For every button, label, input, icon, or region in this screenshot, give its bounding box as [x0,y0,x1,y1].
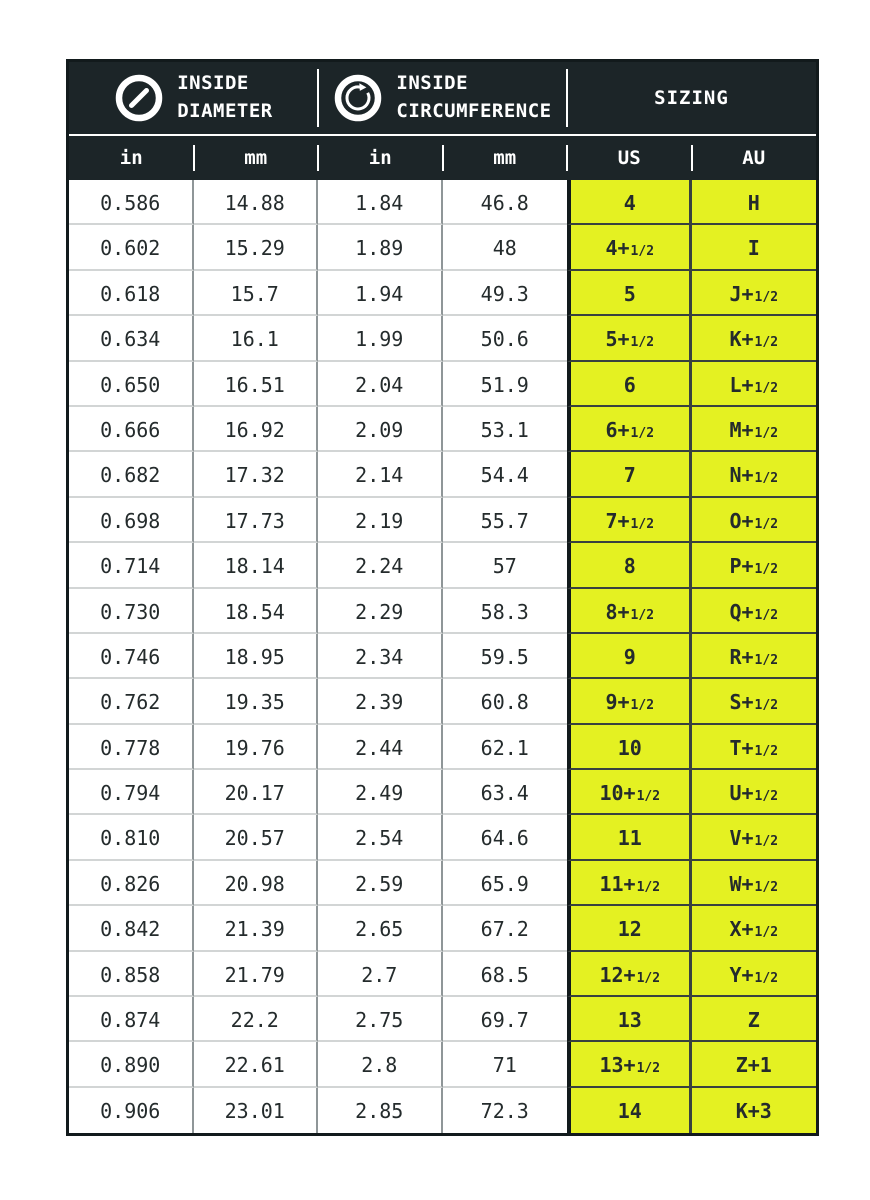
cell-mm-3: 48 [443,225,568,270]
cell-mm-1: 15.29 [194,225,319,270]
cell-in-2: 2.44 [318,725,443,770]
half-fraction: 1/2 [754,698,779,714]
col-header-diameter-in: in [119,147,143,169]
table-row [69,498,816,543]
cell-mm-1: 18.54 [194,589,319,634]
cell-in-0: 0.682 [69,452,194,497]
table-row [69,861,816,906]
half-fraction: 1/2 [630,516,655,532]
cell-mm-1: 19.76 [194,725,319,770]
cell-mm-3: 57 [443,543,568,588]
half-fraction: 1/2 [754,289,779,305]
cell-in-2: 2.09 [318,407,443,452]
group-sizing [567,62,816,134]
cell-in-0: 0.842 [69,906,194,951]
cell-mm-3: 69.7 [443,997,568,1042]
cell-in-0: 0.826 [69,861,194,906]
cell-mm-1: 18.14 [194,543,319,588]
cell-in-2: 2.75 [318,997,443,1042]
cell-us-4: 5+ 1/2 [567,316,692,361]
cell-au-5: U+ 1/2 [692,770,817,815]
cell-in-2: 1.84 [318,180,443,225]
cell-mm-3: 59.5 [443,634,568,679]
ring-size-table [66,59,819,1136]
cell-mm-1: 18.95 [194,634,319,679]
half-fraction: 1/2 [754,607,779,623]
cell-in-2: 2.8 [318,1042,443,1087]
cell-mm-1: 17.32 [194,452,319,497]
cell-in-2: 2.7 [318,952,443,997]
cell-au-5: L+ 1/2 [692,362,817,407]
cell-mm-1: 22.2 [194,997,319,1042]
cell-mm-3: 68.5 [443,952,568,997]
cell-mm-3: 65.9 [443,861,568,906]
cell-mm-3: 49.3 [443,271,568,316]
cell-us-4: 10+ 1/2 [567,770,692,815]
cell-mm-3: 54.4 [443,452,568,497]
cell-in-0: 0.650 [69,362,194,407]
table-row [69,679,816,724]
half-fraction: 1/2 [754,516,779,532]
cell-au-5: T+ 1/2 [692,725,817,770]
cell-us-4: 14 [567,1088,692,1133]
cell-au-5: K+ 1/2 [692,316,817,361]
cell-us-4: 7+ 1/2 [567,498,692,543]
cell-in-0: 0.634 [69,316,194,361]
cell-mm-1: 15.7 [194,271,319,316]
cell-in-0: 0.602 [69,225,194,270]
table-row [69,770,816,815]
cell-in-2: 1.99 [318,316,443,361]
cell-au-5: I [692,225,817,270]
diameter-icon [114,73,164,123]
cell-in-2: 2.14 [318,452,443,497]
col-header-au: AU [692,136,817,180]
cell-us-4: 6 [567,362,692,407]
half-fraction: 1/2 [630,425,655,441]
half-fraction: 1/2 [636,1061,661,1077]
cell-au-5: K+3 [692,1088,817,1133]
cell-au-5: P+ 1/2 [692,543,817,588]
col-header-us: US [567,136,692,180]
cell-in-0: 0.586 [69,180,194,225]
group-label-inside-diameter [177,70,273,125]
table-row [69,225,816,270]
cell-mm-3: 51.9 [443,362,568,407]
half-fraction: 1/2 [754,425,779,441]
table-row [69,407,816,452]
header-divider [317,69,319,127]
cell-us-4: 12+ 1/2 [567,952,692,997]
cell-in-0: 0.890 [69,1042,194,1087]
cell-us-4: 5 [567,271,692,316]
group-label-line: DIAMETER [177,100,273,122]
half-fraction: 1/2 [630,607,655,623]
cell-us-4: 12 [567,906,692,951]
cell-mm-1: 21.79 [194,952,319,997]
cell-au-5: N+ 1/2 [692,452,817,497]
cell-in-2: 2.19 [318,498,443,543]
column-header-row [69,136,816,180]
cell-us-4: 13 [567,997,692,1042]
half-fraction: 1/2 [754,789,779,805]
half-fraction: 1/2 [754,879,779,895]
cell-mm-1: 20.57 [194,815,319,860]
cell-in-2: 2.49 [318,770,443,815]
cell-au-5: Z+1 [692,1042,817,1087]
cell-us-4: 8+ 1/2 [567,589,692,634]
cell-us-4: 9 [567,634,692,679]
cell-mm-3: 63.4 [443,770,568,815]
cell-us-4: 7 [567,452,692,497]
cell-in-2: 2.39 [318,679,443,724]
cell-mm-1: 16.51 [194,362,319,407]
col-header-circumference-mm: mm [443,136,568,180]
table-row [69,452,816,497]
cell-in-2: 2.29 [318,589,443,634]
header-group-row [69,62,816,134]
cell-in-2: 2.59 [318,861,443,906]
cell-us-4: 10 [567,725,692,770]
cell-mm-1: 21.39 [194,906,319,951]
half-fraction: 1/2 [636,789,661,805]
circumference-icon [333,73,383,123]
cell-in-0: 0.698 [69,498,194,543]
cell-in-0: 0.730 [69,589,194,634]
cell-in-0: 0.778 [69,725,194,770]
table-row [69,997,816,1042]
half-fraction: 1/2 [754,652,779,668]
group-label-sizing: SIZING [654,87,729,109]
cell-mm-3: 72.3 [480,1098,529,1123]
cell-au-5: X+ 1/2 [692,906,817,951]
cell-in-0: 0.906 [69,1088,194,1133]
cell-mm-3: 60.8 [443,679,568,724]
table-row [69,815,816,860]
cell-au-5: W+ 1/2 [692,861,817,906]
group-inside-circumference [318,62,567,134]
cell-mm-1: 14.88 [194,180,319,225]
cell-in-2: 2.85 [318,1088,443,1133]
cell-mm-3: 55.7 [443,498,568,543]
cell-au-5: R+ 1/2 [692,634,817,679]
group-label-line: INSIDE [177,72,249,95]
cell-in-0: 0.714 [69,543,194,588]
group-inside-diameter [69,62,318,134]
cell-mm-3: 64.6 [443,815,568,860]
half-fraction: 1/2 [630,335,655,351]
cell-mm-3: 58.3 [443,589,568,634]
cell-us-4: 8 [567,543,692,588]
col-header-diameter-mm: mm [194,136,319,180]
half-fraction: 1/2 [754,562,779,578]
cell-in-0: 0.858 [69,952,194,997]
cell-us-4: 9+ 1/2 [567,679,692,724]
cell-us-4: 11+ 1/2 [567,861,692,906]
group-label-line: INSIDE [396,72,469,95]
col-header-circumference-in: in [318,136,443,180]
cell-in-2: 1.89 [318,225,443,270]
table-body [69,180,816,1133]
cell-au-5: S+ 1/2 [692,679,817,724]
header-divider [566,69,568,127]
half-fraction: 1/2 [754,380,779,396]
table-row [69,362,816,407]
cell-mm-1: 16.92 [194,407,319,452]
cell-au-5: Z [692,997,817,1042]
group-label-inside-circumference [396,70,551,125]
cell-in-0: 0.794 [69,770,194,815]
cell-mm-1: 20.17 [194,770,319,815]
cell-us-4: 4+ 1/2 [567,225,692,270]
cell-mm-3: 53.1 [443,407,568,452]
cell-mm-1: 19.35 [194,679,319,724]
cell-mm-3: 71 [443,1042,568,1087]
cell-au-5: H [692,180,817,225]
cell-au-5: J+ 1/2 [692,271,817,316]
cell-au-5: V+ 1/2 [692,815,817,860]
cell-us-4: 13+ 1/2 [567,1042,692,1087]
table-row [69,906,816,951]
cell-mm-3: 62.1 [443,725,568,770]
cell-in-0: 0.762 [69,679,194,724]
cell-in-0: 0.618 [69,271,194,316]
cell-in-2: 1.94 [318,271,443,316]
cell-au-5: O+ 1/2 [692,498,817,543]
cell-au-5: Q+ 1/2 [692,589,817,634]
cell-us-4: 11 [567,815,692,860]
table-row [69,271,816,316]
cell-mm-1: 22.61 [194,1042,319,1087]
cell-in-2: 2.24 [318,543,443,588]
cell-in-0: 0.746 [69,634,194,679]
half-fraction: 1/2 [630,698,655,714]
table-row [69,589,816,634]
half-fraction: 1/2 [636,970,661,986]
cell-au-5: Y+ 1/2 [692,952,817,997]
cell-in-2: 2.54 [318,815,443,860]
cell-us-4: 6+ 1/2 [567,407,692,452]
half-fraction: 1/2 [754,970,779,986]
half-fraction: 1/2 [754,834,779,850]
table-row [69,725,816,770]
table-row [69,1042,816,1087]
cell-us-4: 4 [567,180,692,225]
group-label-line: CIRCUMFERENCE [396,100,552,122]
table-row [69,543,816,588]
table-row [69,1088,816,1133]
cell-mm-3: 50.6 [443,316,568,361]
half-fraction: 1/2 [754,335,779,351]
cell-mm-1: 16.1 [194,316,319,361]
cell-mm-1: 20.98 [194,861,319,906]
half-fraction: 1/2 [754,471,779,487]
half-fraction: 1/2 [630,244,655,260]
table-row [69,952,816,997]
cell-mm-3: 46.8 [443,180,568,225]
cell-in-0: 0.874 [69,997,194,1042]
cell-mm-1: 17.73 [194,498,319,543]
cell-mm-1: 23.01 [194,1088,319,1133]
table-header [69,62,816,180]
half-fraction: 1/2 [754,743,779,759]
cell-au-5: M+ 1/2 [692,407,817,452]
table-row [69,634,816,679]
cell-in-2: 2.34 [318,634,443,679]
cell-in-2: 2.65 [318,906,443,951]
half-fraction: 1/2 [754,925,779,941]
half-fraction: 1/2 [636,879,661,895]
table-row [69,180,816,225]
cell-in-2: 2.04 [318,362,443,407]
table-row [69,316,816,361]
cell-in-0: 0.666 [69,407,194,452]
cell-in-0: 0.810 [69,815,194,860]
cell-mm-3: 67.2 [443,906,568,951]
